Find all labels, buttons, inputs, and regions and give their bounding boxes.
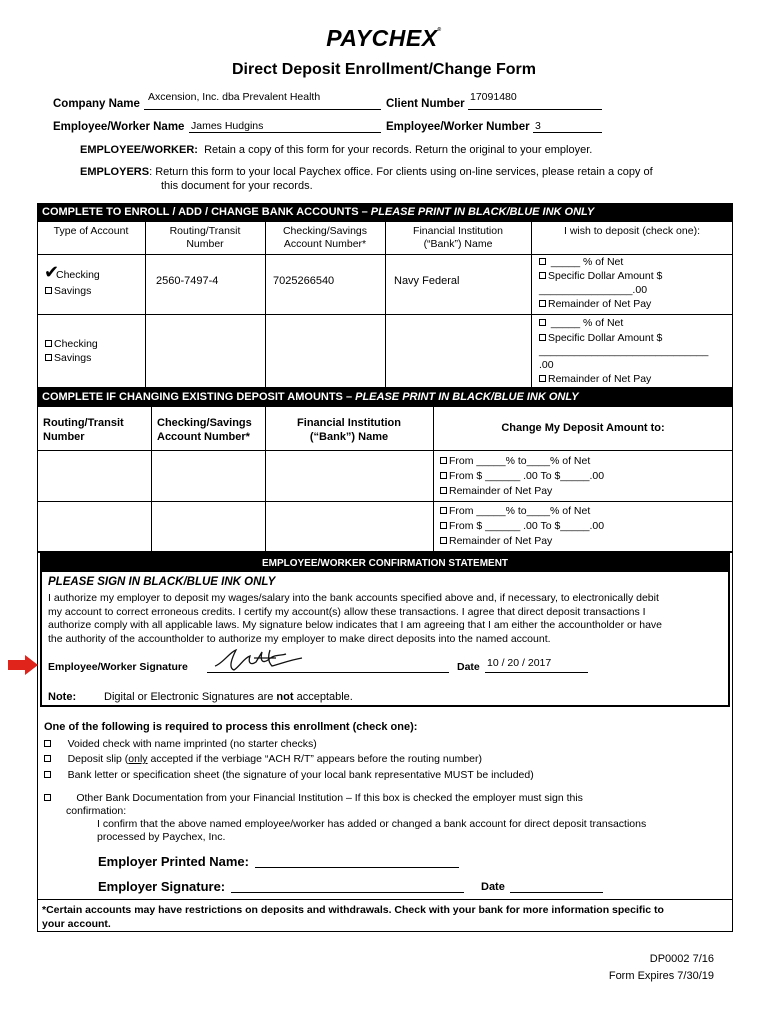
company-name-label: Company Name	[53, 98, 140, 110]
employee-number-field[interactable]	[533, 120, 602, 133]
paychex-logo: PAYCHEX®	[326, 25, 442, 51]
change-header-bank: Financial Institution (“Bank”) Name	[297, 417, 401, 443]
employee-number-label: Employee/Worker Number	[386, 121, 530, 133]
note-label: Note:	[48, 691, 77, 703]
change-from-dollar[interactable]: From $ ______ .00 To $_____.00	[440, 470, 604, 482]
checkbox-icon[interactable]	[539, 334, 546, 341]
checkbox-icon[interactable]	[539, 319, 546, 326]
checkbox-icon[interactable]	[440, 457, 447, 464]
date-line[interactable]	[485, 672, 588, 673]
remainder-option-2[interactable]: Remainder of Net Pay	[539, 373, 651, 385]
checkbox-icon[interactable]	[539, 375, 546, 382]
handwritten-signature	[210, 644, 310, 674]
employer-printed-name-label: Employer Printed Name:	[98, 854, 249, 869]
specific-dollar-option-2[interactable]: Specific Dollar Amount $	[539, 332, 662, 344]
form-code: DP0002 7/16	[649, 953, 714, 965]
specific-dollar-option[interactable]: Specific Dollar Amount $	[539, 270, 662, 282]
employee-number-value: 3	[535, 120, 541, 132]
header-deposit-choice: I wish to deposit (check one):	[564, 225, 700, 237]
dollar-amount-line[interactable]: ________________.00	[539, 284, 648, 296]
employers-instruction: EMPLOYERS: Return this form to your local Paychex office. For clients using on-line services, please retain a copy of	[80, 166, 653, 178]
requirement-other-cont: confirmation:	[66, 805, 127, 817]
employee-name-label: Employee/Worker Name	[53, 121, 185, 133]
requirement-deposit-slip[interactable]: Deposit slip (only accepted if the verbiage “ACH R/T” appears before the routing number)	[44, 753, 482, 765]
header-bank-name: Financial Institution (“Bank”) Name	[413, 225, 503, 250]
employer-printed-name-line[interactable]	[255, 867, 459, 868]
employee-instruction: EMPLOYEE/WORKER: Retain a copy of this form for your records. Return the original to your employer.	[80, 144, 593, 156]
checking-option-2[interactable]: Checking	[45, 338, 98, 350]
date-value: 10 / 20 / 2017	[487, 657, 552, 669]
savings-option[interactable]: Savings	[45, 285, 91, 297]
checkbox-icon[interactable]	[440, 487, 447, 494]
footnote: *Certain accounts may have restrictions on deposits and withdrawals. Check with your bank for more information specific to your account.	[42, 904, 664, 930]
change-header-routing: Routing/Transit Number	[43, 417, 124, 443]
change-section-bar: COMPLETE IF CHANGING EXISTING DEPOSIT AMOUNTS – PLEASE PRINT IN BLACK/BLUE INK ONLY	[37, 387, 733, 407]
change-row-divider	[37, 501, 733, 502]
change-col-divider	[151, 407, 152, 552]
routing-number-value: 2560-7497-4	[156, 275, 219, 287]
checkmark-icon: ✔	[44, 262, 60, 282]
employer-confirm-text: I confirm that the above named employee/worker has added or changed a bank account for direct deposit transactions processed by Paychex, Inc.	[97, 818, 647, 843]
checkbox-icon[interactable]	[440, 507, 447, 514]
change-remainder[interactable]: Remainder of Net Pay	[440, 485, 552, 497]
arrow-icon	[7, 655, 39, 675]
header-routing: Routing/Transit Number	[169, 225, 241, 250]
percent-of-net-option-2[interactable]: _____ % of Net	[539, 317, 623, 329]
change-table	[37, 387, 733, 552]
percent-of-net-option[interactable]: _____ % of Net	[539, 256, 623, 268]
bank-name-value: Navy Federal	[394, 275, 460, 287]
change-header-divider	[37, 450, 733, 451]
dollar-cents-2: .00	[539, 359, 554, 371]
requirement-other[interactable]: Other Bank Documentation from your Financial Institution – If this box is checked the employer must sign this	[44, 792, 583, 804]
checkbox-icon[interactable]	[44, 740, 51, 747]
savings-option-2[interactable]: Savings	[45, 352, 91, 364]
enroll-section-bar: COMPLETE TO ENROLL / ADD / CHANGE BANK ACCOUNTS – PLEASE PRINT IN BLACK/BLUE INK ONLY	[37, 203, 733, 222]
date-label: Date	[457, 661, 480, 673]
checkbox-icon[interactable]	[440, 537, 447, 544]
form-expires: Form Expires 7/30/19	[608, 970, 714, 982]
change-from-percent-2[interactable]: From _____% to____% of Net	[440, 505, 590, 517]
account-number-value: 7025266540	[273, 275, 335, 287]
checkbox-icon[interactable]	[44, 771, 51, 778]
employer-signature-label: Employer Signature:	[98, 879, 226, 894]
employers-instruction-cont: this document for your records.	[161, 180, 313, 192]
header-account-number: Checking/Savings Account Number*	[282, 225, 368, 250]
checkbox-icon[interactable]	[45, 287, 52, 294]
company-name-value: Axcension, Inc. dba Prevalent Health	[148, 91, 321, 103]
form-title: Direct Deposit Enrollment/Change Form	[231, 61, 537, 78]
confirmation-text: I authorize my employer to deposit my wages/salary into the bank accounts specified above and, if necessary, to electronically debit my account to correct erroneous credits. I certify my account(s) allow these transactions. I agree that direct deposit transactions I authorize comply with all applicable laws. My signature below indicates that I am agreeing that I am either the accountholder or have the authority of the accountholder to authorize my employer to make direct deposits into the named account.	[48, 592, 662, 645]
footnote-divider	[37, 899, 733, 900]
requirement-bank-letter[interactable]: Bank letter or specification sheet (the signature of your local bank representative MUST be included)	[44, 769, 534, 781]
confirmation-bar: EMPLOYEE/WORKER CONFIRMATION STATEMENT	[42, 555, 728, 572]
employer-date-label: Date	[481, 881, 505, 893]
header-type-of-account: Type of Account	[53, 225, 129, 237]
employee-signature-label: Employee/Worker Signature	[48, 661, 188, 673]
client-number-value: 17091480	[470, 91, 517, 103]
checking-option[interactable]: Checking	[56, 269, 100, 281]
checkbox-icon[interactable]	[44, 755, 51, 762]
employer-signature-line[interactable]	[231, 892, 464, 893]
change-from-percent[interactable]: From _____% to____% of Net	[440, 455, 590, 467]
checkbox-icon[interactable]	[539, 300, 546, 307]
checkbox-icon[interactable]	[440, 472, 447, 479]
client-number-label: Client Number	[386, 98, 465, 110]
checkbox-icon[interactable]	[45, 354, 52, 361]
change-remainder-2[interactable]: Remainder of Net Pay	[440, 535, 552, 547]
change-header-amount: Change My Deposit Amount to:	[501, 422, 665, 434]
employer-date-line[interactable]	[510, 892, 603, 893]
requirements-heading: One of the following is required to process this enrollment (check one):	[44, 721, 418, 733]
sign-ink-note: PLEASE SIGN IN BLACK/BLUE INK ONLY	[48, 576, 276, 588]
remainder-option[interactable]: Remainder of Net Pay	[539, 298, 651, 310]
employee-name-value: James Hudgins	[191, 120, 264, 132]
dollar-amount-line-2[interactable]: _____________________________	[539, 345, 709, 357]
requirement-voided-check[interactable]: Voided check with name imprinted (no starter checks)	[44, 738, 317, 750]
checkbox-icon[interactable]	[440, 522, 447, 529]
change-header-account: Checking/Savings Account Number*	[157, 417, 252, 443]
checkbox-icon[interactable]	[539, 272, 546, 279]
checkbox-icon[interactable]	[44, 794, 51, 801]
enroll-col-divider	[531, 222, 532, 389]
note-text: Digital or Electronic Signatures are not acceptable.	[104, 691, 353, 703]
checkbox-icon[interactable]	[45, 340, 52, 347]
checkbox-icon[interactable]	[539, 258, 546, 265]
change-from-dollar-2[interactable]: From $ ______ .00 To $_____.00	[440, 520, 604, 532]
